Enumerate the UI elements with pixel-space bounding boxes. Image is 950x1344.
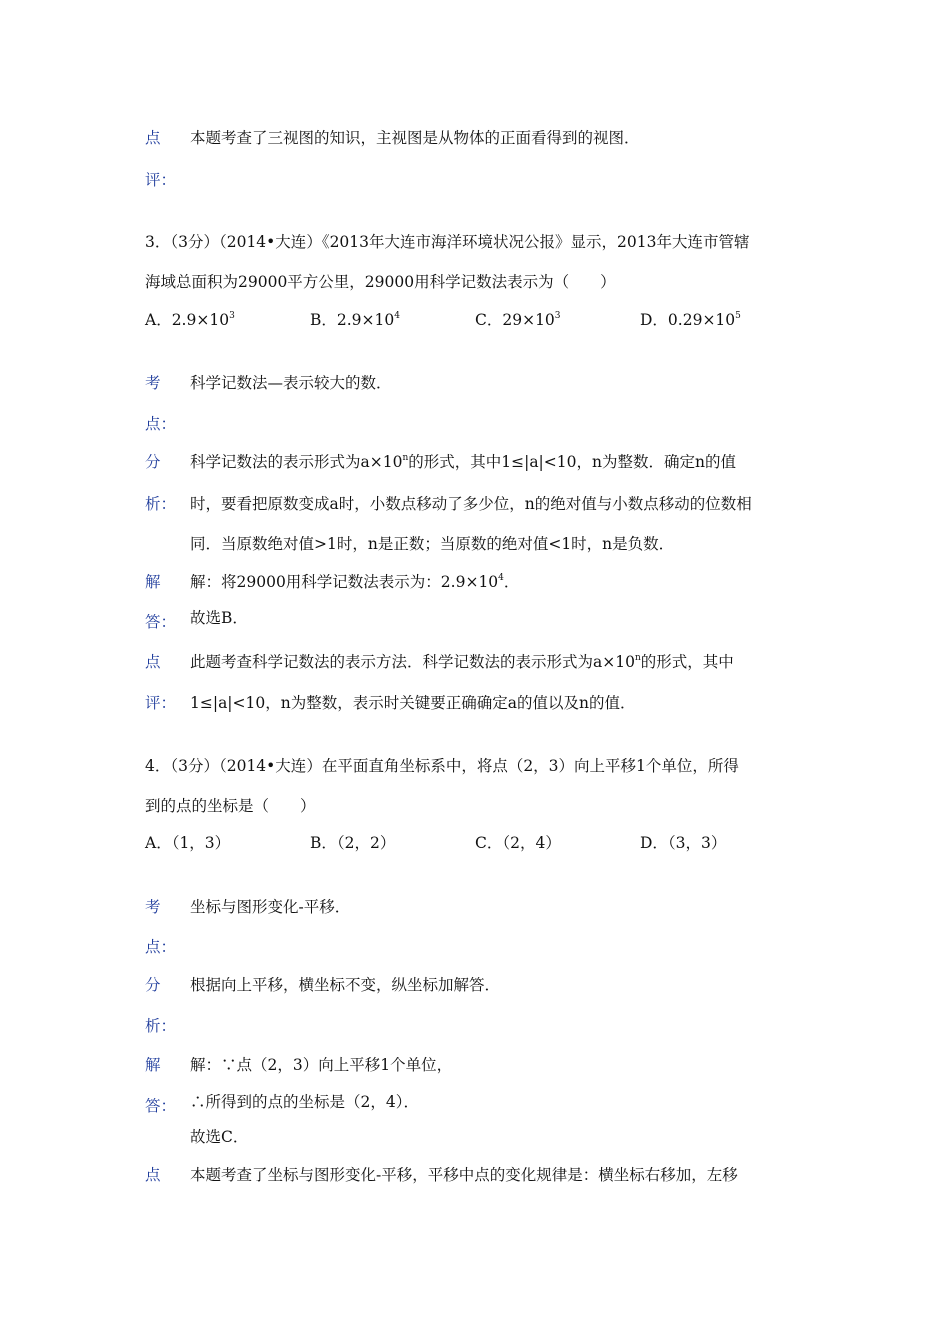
q4-fenxi-label-1: 分 <box>145 976 161 994</box>
q3-dianping-label-1: 点 <box>145 653 161 671</box>
q3-kaodian-label-1: 考 <box>145 374 161 392</box>
q4-kaodian-text: 坐标与图形变化-平移． <box>190 898 351 916</box>
q3-dianping-line1: 此题考查科学记数法的表示方法．科学记数法的表示形式为$a\times 10^n$的形式，其中 <box>190 653 734 671</box>
q4-dianping-line1: 本题考查了坐标与图形变化-平移，平移中点的变化规律是：横坐标右移加，左移 <box>190 1166 738 1184</box>
q3-kaodian-label-2: 点： <box>145 415 177 433</box>
q3-dianping-label-2: 评： <box>145 694 177 712</box>
q3-fenxi-line3: 同．当原数绝对值>1时，n是正数；当原数的绝对值<1时，n是负数． <box>190 535 675 553</box>
q4-jieda-line3: 故选C． <box>190 1128 249 1146</box>
q4-stem-line2: 到的点的坐标是（ ） <box>145 797 316 815</box>
q4-kaodian-label-2: 点： <box>145 938 177 956</box>
q4-fenxi-text: 根据向上平移，横坐标不变，纵坐标加解答． <box>190 976 501 994</box>
q3-kaodian-text: 科学记数法—表示较大的数． <box>190 374 392 392</box>
q3-fenxi-line1: 科学记数法的表示形式为$a\times 10^n$的形式，其中1≤|a|<10，n为整数．确定n的值 <box>190 453 736 471</box>
q3-stem-line1: 3．（3分）（2014•大连）《2013年大连市海洋环境状况公报》显示，2013年大连市管辖 <box>145 233 750 251</box>
q3-option-d: D．$0.29\times 10^5$ <box>640 311 741 329</box>
q4-fenxi-label-2: 析： <box>145 1017 177 1035</box>
comment-text: 本题考查了三视图的知识，主视图是从物体的正面看得到的视图． <box>190 129 640 147</box>
q3-dianping-line2: 1≤|a|<10，n为整数，表示时关键要正确确定a的值以及n的值． <box>190 694 636 712</box>
comment-label-1: 点 <box>145 129 161 147</box>
q3-fenxi-label-1: 分 <box>145 453 161 471</box>
q3-jieda-label-1: 解 <box>145 573 161 591</box>
q4-jieda-line2: ∴所得到的点的坐标是（2，4）． <box>190 1093 419 1111</box>
q3-jieda-line1: 解：将29000用科学记数法表示为：$2.9\times 10^4$． <box>190 573 520 591</box>
q3-fenxi-line2: 时，要看把原数变成a时，小数点移动了多少位，n的绝对值与小数点移动的位数相 <box>190 495 752 513</box>
q3-fenxi-label-2: 析： <box>145 495 177 513</box>
q3-option-b: B．$2.9\times 10^4$ <box>310 311 400 329</box>
q4-jieda-line1: 解：∵点（2，3）向上平移1个单位， <box>190 1056 453 1074</box>
q4-jieda-label-2: 答： <box>145 1097 177 1115</box>
q3-jieda-label-2: 答： <box>145 613 177 631</box>
q4-kaodian-label-1: 考 <box>145 898 161 916</box>
q4-option-b: B．（2，2） <box>310 834 396 852</box>
q4-dianping-label-1: 点 <box>145 1166 161 1184</box>
q4-option-d: D．（3，3） <box>640 834 727 852</box>
q3-stem-line2: 海域总面积为29000平方公里，29000用科学记数法表示为（ ） <box>145 273 616 291</box>
q4-option-a: A．（1，3） <box>145 834 231 852</box>
comment-label-2: 评： <box>145 171 177 189</box>
q3-option-c: C．$29\times 10^3$ <box>475 311 561 329</box>
q4-stem-line1: 4．（3分）（2014•大连）在平面直角坐标系中，将点（2，3）向上平移1个单位，所得 <box>145 757 739 775</box>
q4-option-c: C．（2，4） <box>475 834 561 852</box>
q4-jieda-label-1: 解 <box>145 1056 161 1074</box>
q3-jieda-line2: 故选B． <box>190 609 248 627</box>
q3-option-a: A．$2.9\times 10^3$ <box>145 311 235 329</box>
